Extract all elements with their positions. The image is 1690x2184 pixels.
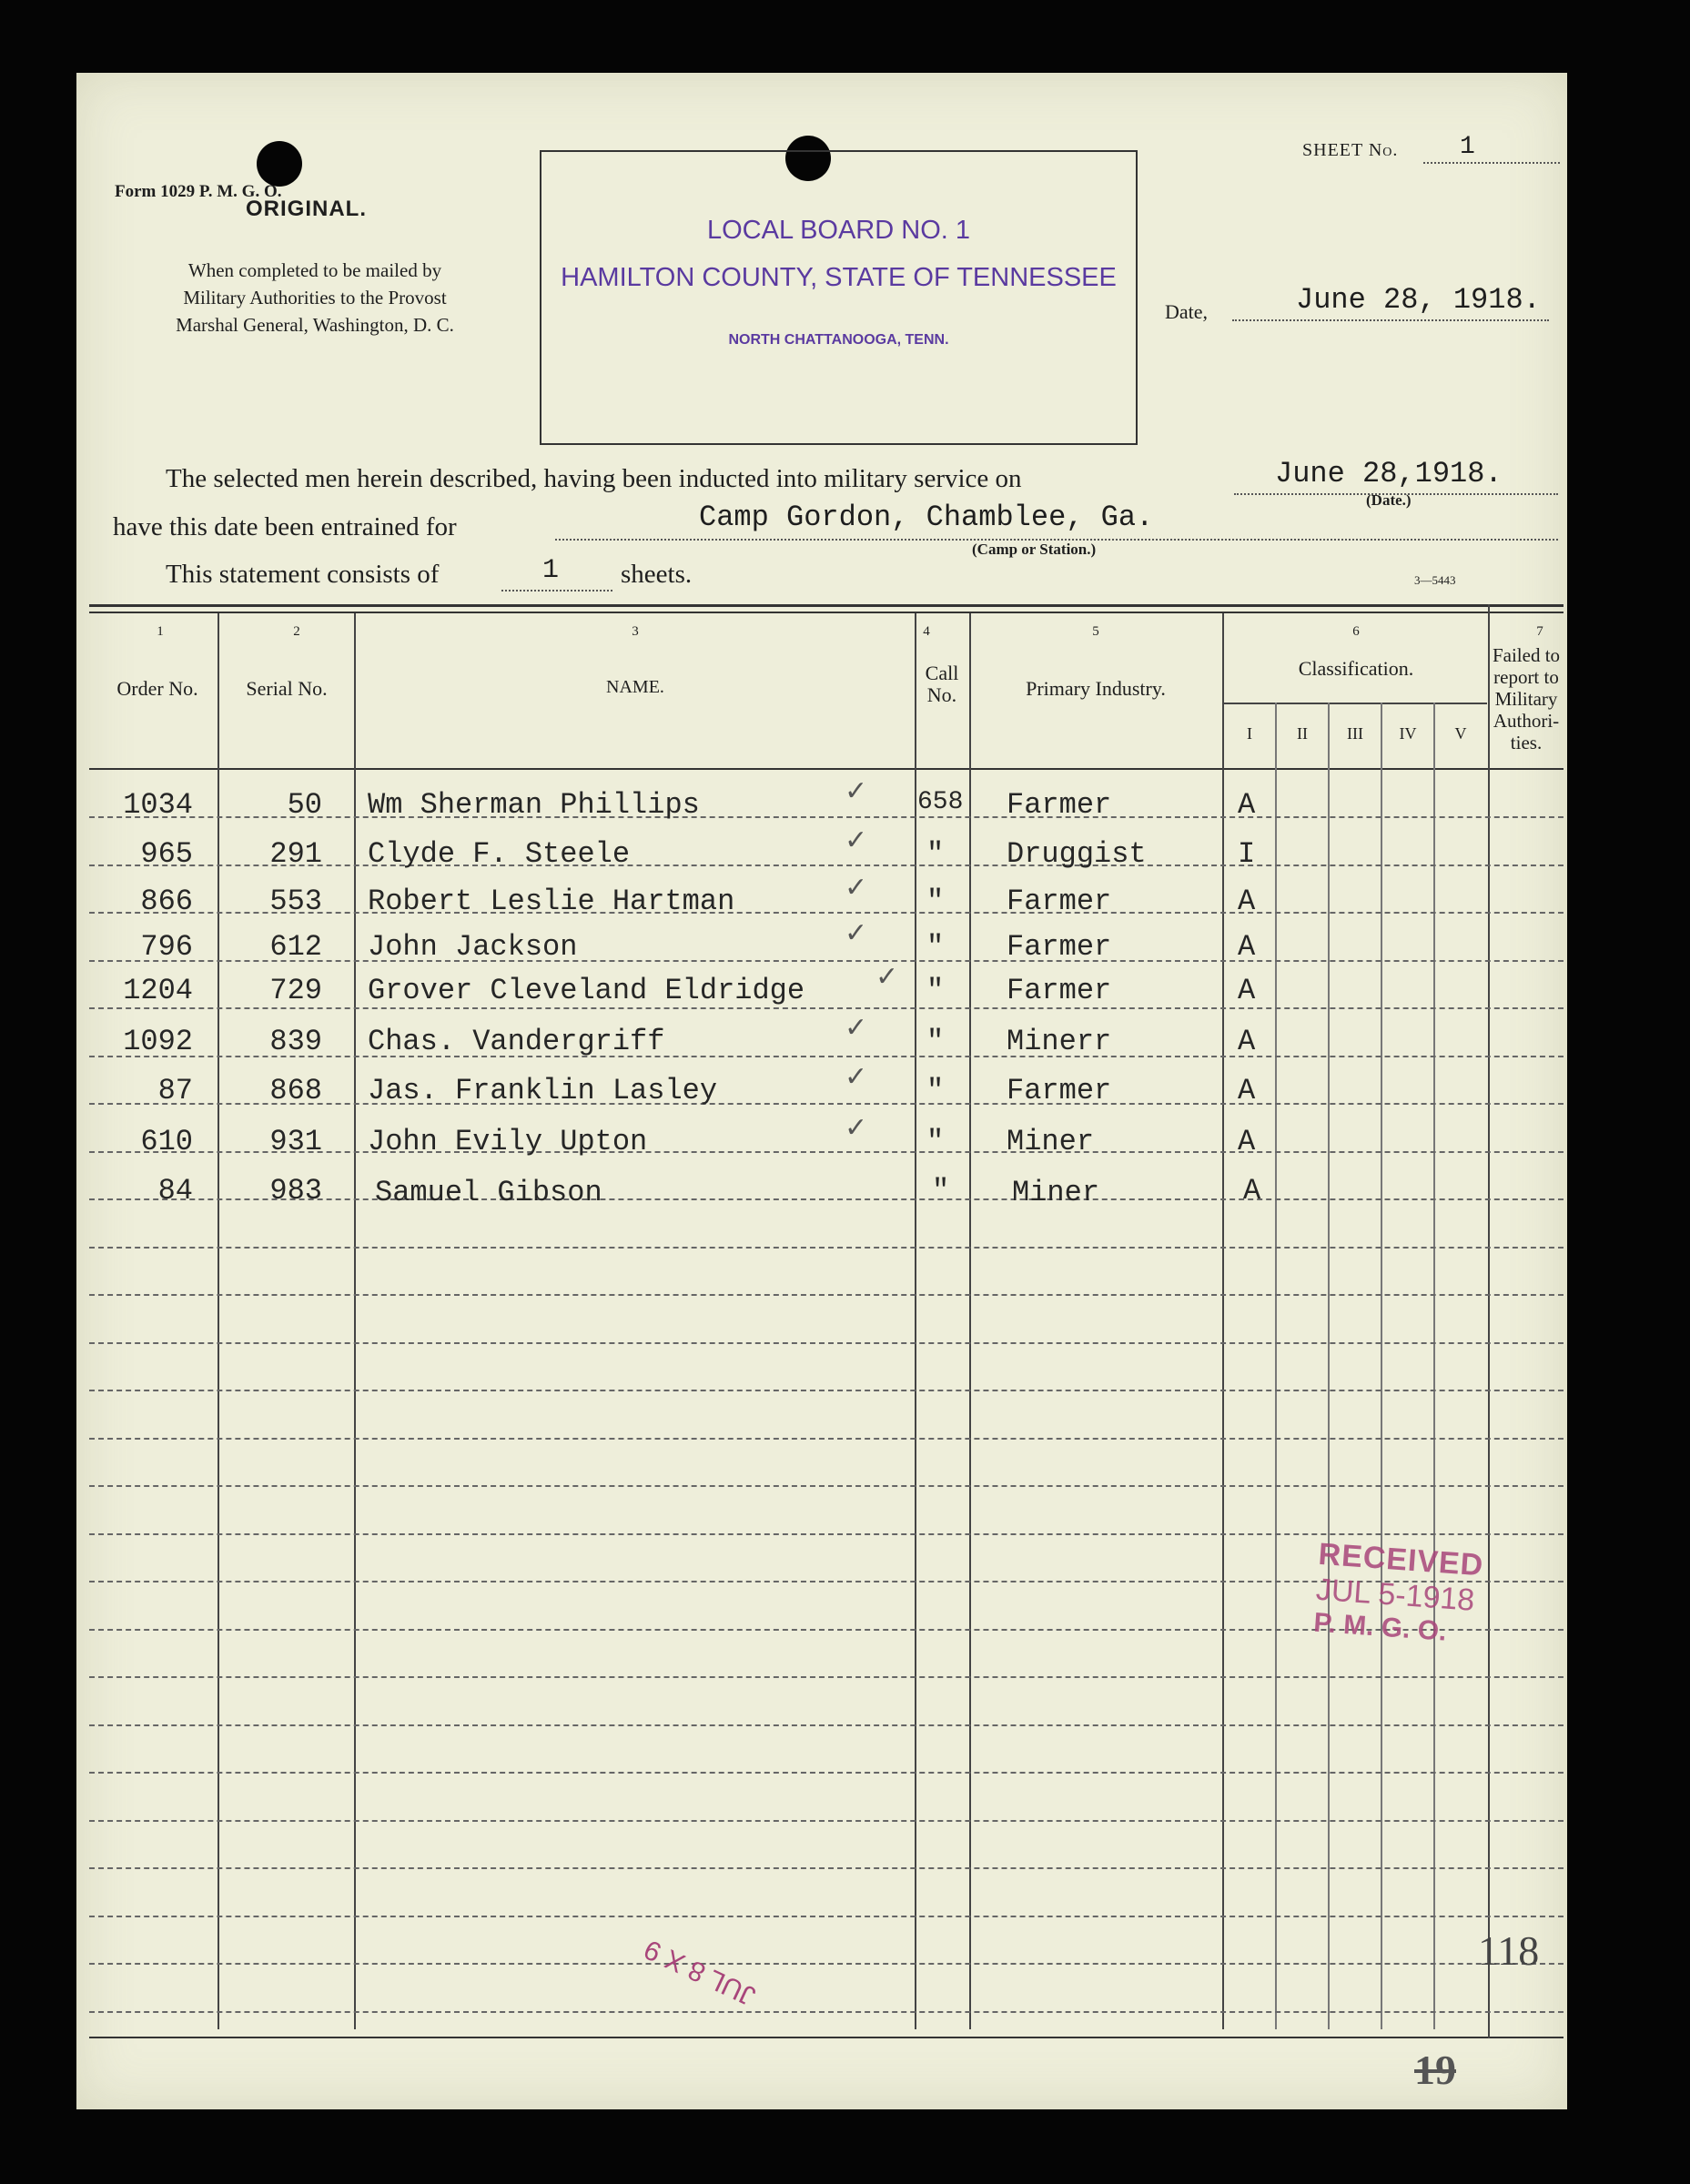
check-mark: ✓ (845, 1012, 868, 1044)
call-no: " (932, 1174, 950, 1208)
class-i: A (1243, 1174, 1261, 1208)
serial-no: 983 (269, 1174, 322, 1208)
call-no: " (926, 1074, 945, 1107)
col-divider (969, 613, 971, 2029)
primary-industry: Farmer (1007, 788, 1112, 822)
date-value: June 28, 1918. (1296, 283, 1541, 317)
header-primary-industry: Primary Industry. (1026, 677, 1166, 700)
header-classification: Classification. (1298, 657, 1414, 680)
table-top-rule-2 (89, 612, 1564, 613)
check-mark: ✓ (845, 1112, 868, 1144)
col-divider (354, 613, 356, 2029)
name: Grover Cleveland Eldridge (368, 974, 805, 1007)
order-no: 1092 (123, 1025, 193, 1058)
print-code: 3—5443 (1414, 573, 1456, 587)
row-rule (89, 1438, 1564, 1440)
received-stamp-line1: RECEIVED (1317, 1536, 1485, 1583)
primary-industry: Miner (1012, 1176, 1100, 1209)
failed-line: Failed to (1492, 644, 1561, 666)
class-col-iii: III (1347, 724, 1363, 743)
check-mark: ✓ (845, 824, 868, 856)
serial-no: 50 (287, 788, 322, 822)
date-caption: (Date.) (1366, 491, 1412, 509)
name: Samuel Gibson (375, 1176, 602, 1209)
date-label: Date, (1165, 300, 1209, 323)
statement-line3-suffix: sheets. (621, 560, 693, 589)
col-number-6: 6 (1352, 624, 1360, 639)
board-stamp-line1: LOCAL BOARD NO. 1 (706, 216, 970, 245)
col-number-2: 2 (293, 624, 300, 639)
serial-no: 291 (269, 837, 322, 871)
order-no: 84 (157, 1174, 193, 1208)
check-mark: ✓ (845, 872, 868, 904)
col-divider (218, 613, 219, 2029)
row-rule (89, 1963, 1564, 1965)
serial-no: 553 (269, 885, 322, 918)
order-no: 1204 (123, 974, 193, 1007)
col-divider (1275, 703, 1277, 2029)
row-rule (89, 1342, 1564, 1344)
col-number-4: 4 (923, 624, 930, 639)
row-rule (89, 1294, 1564, 1296)
order-no: 87 (157, 1074, 193, 1107)
header-call-no (916, 662, 968, 706)
induction-date-field (1234, 457, 1558, 495)
check-mark: ✓ (875, 961, 899, 993)
primary-industry: Druggist (1007, 837, 1147, 871)
camp-caption: (Camp or Station.) (972, 541, 1097, 558)
check-mark: ✓ (845, 1061, 868, 1093)
induction-date-value: June 28,1918. (1275, 457, 1503, 490)
call-no: " (926, 1025, 945, 1058)
col-divider (1433, 703, 1435, 2029)
col-divider (1328, 703, 1330, 2029)
row-rule (89, 1867, 1564, 1869)
page-number: 118 (1478, 1927, 1540, 1974)
row-rule (89, 1007, 1564, 1009)
class-i: A (1238, 974, 1256, 1007)
primary-industry: Farmer (1007, 930, 1112, 964)
call-no: " (926, 1125, 945, 1158)
primary-industry: Farmer (1007, 1074, 1112, 1107)
sheet-number-value: 1 (1460, 133, 1475, 161)
failed-line: ties. (1510, 732, 1543, 753)
sheet-label: SHEET No. (1302, 140, 1399, 160)
received-stamp-line2: JUL 5-1918 (1314, 1572, 1476, 1618)
header-order-no: Order No. (116, 677, 198, 700)
row-rule (89, 1772, 1564, 1774)
statement-line3-prefix: This statement consists of (166, 560, 440, 589)
statement-line2: have this date been entrained for (113, 512, 457, 541)
class-col-ii: II (1297, 724, 1308, 743)
row-rule (89, 1724, 1564, 1726)
primary-industry: Minerr (1007, 1025, 1112, 1058)
local-board-stamp-box (540, 150, 1138, 445)
serial-no: 729 (269, 974, 322, 1007)
header-failed-to-report (1489, 644, 1564, 753)
classification-rule (1223, 703, 1487, 704)
class-i: I (1238, 837, 1256, 871)
table-header-rule (89, 768, 1564, 770)
name: Chas. Vandergriff (368, 1025, 665, 1058)
jul-date-stamp: JUL 8 X 9 (639, 1933, 761, 2012)
primary-industry: Miner (1007, 1125, 1095, 1158)
received-stamp (1312, 1537, 1484, 1650)
row-rule (89, 1820, 1564, 1822)
sheets-count-field (501, 555, 612, 592)
sheets-count-value: 1 (542, 555, 560, 586)
punch-hole-left (257, 141, 302, 187)
failed-line: Military (1494, 688, 1558, 710)
header-call-line2: No. (926, 683, 957, 706)
row-rule (89, 1916, 1564, 1917)
row-rule (89, 2011, 1564, 2013)
class-col-iv: IV (1399, 724, 1417, 743)
table-bottom-rule (89, 2037, 1564, 2038)
name: John Evily Upton (368, 1125, 648, 1158)
board-stamp-line2: HAMILTON COUNTY, STATE OF TENNESSEE (561, 263, 1117, 292)
check-mark: ✓ (845, 775, 868, 807)
class-col-i: I (1247, 724, 1252, 743)
date-field (1232, 278, 1549, 321)
order-no: 610 (140, 1125, 193, 1158)
serial-no: 839 (269, 1025, 322, 1058)
row-rule (89, 1533, 1564, 1535)
serial-no: 868 (269, 1074, 322, 1107)
order-no: 965 (140, 837, 193, 871)
camp-value: Camp Gordon, Chamblee, Ga. (699, 500, 1154, 534)
call-no: " (926, 837, 945, 871)
serial-no: 612 (269, 930, 322, 964)
bottom-number: 19 (1414, 2047, 1456, 2093)
col-divider (1222, 613, 1224, 2029)
order-no: 866 (140, 885, 193, 918)
col-divider (915, 613, 916, 2029)
document-sheet (76, 73, 1567, 2109)
call-no: " (926, 930, 945, 964)
primary-industry: Farmer (1007, 885, 1112, 918)
board-stamp-line3: NORTH CHATTANOOGA, TENN. (728, 332, 949, 348)
row-rule (89, 1247, 1564, 1249)
call-no: 658 (917, 788, 964, 816)
form-number: Form 1029 P. M. G. O. (115, 182, 282, 201)
class-i: A (1238, 1025, 1256, 1058)
header-serial-no: Serial No. (246, 677, 328, 700)
class-i: A (1238, 930, 1256, 964)
primary-industry: Farmer (1007, 974, 1112, 1007)
mailing-note-line: Military Authorities to the Provost (183, 287, 447, 308)
statement-line1: The selected men herein described, having been inducted into military service on (166, 464, 1022, 493)
name: Clyde F. Steele (368, 837, 631, 871)
class-i: A (1238, 1125, 1256, 1158)
class-i: A (1238, 788, 1256, 822)
camp-field (555, 500, 1558, 541)
col-divider (1381, 703, 1382, 2029)
table-top-rule (89, 604, 1564, 607)
row-rule (89, 1676, 1564, 1678)
failed-line: report to (1493, 666, 1559, 688)
mailing-note-line: When completed to be mailed by (187, 259, 442, 281)
col-number-7: 7 (1536, 624, 1543, 639)
name: John Jackson (368, 930, 578, 964)
col-number-1: 1 (157, 624, 164, 639)
failed-line: Authori- (1493, 710, 1560, 732)
order-no: 1034 (123, 788, 193, 822)
col-number-3: 3 (632, 624, 639, 639)
col-number-5: 5 (1092, 624, 1099, 639)
mailing-note (115, 257, 515, 339)
original-label: ORIGINAL. (246, 197, 367, 221)
order-no: 796 (140, 930, 193, 964)
name: Wm Sherman Phillips (368, 788, 700, 822)
class-i: A (1238, 1074, 1256, 1107)
class-i: A (1238, 885, 1256, 918)
call-no: " (926, 885, 945, 918)
class-col-v: V (1454, 724, 1467, 743)
serial-no: 931 (269, 1125, 322, 1158)
row-rule (89, 1390, 1564, 1391)
check-mark: ✓ (845, 917, 868, 949)
received-stamp-line3: P. M. G. O. (1312, 1607, 1448, 1647)
col-divider (1488, 604, 1490, 2038)
name: Jas. Franklin Lasley (368, 1074, 718, 1107)
sheet-number-field (1423, 133, 1560, 164)
header-name: NAME. (606, 677, 664, 697)
name: Robert Leslie Hartman (368, 885, 735, 918)
mailing-note-line: Marshal General, Washington, D. C. (176, 314, 454, 336)
header-call-line1: Call (925, 662, 959, 684)
call-no: " (926, 974, 945, 1007)
row-rule (89, 1485, 1564, 1487)
